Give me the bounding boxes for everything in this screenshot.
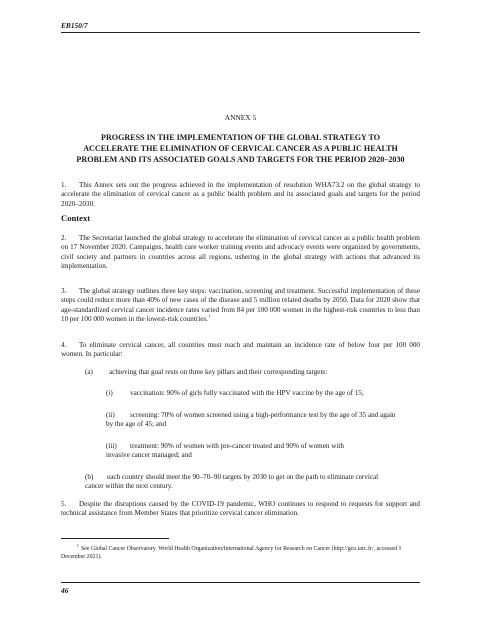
list-item-ii [106,411,396,430]
paragraph-text: This Annex sets out the progress achieved in the implementation of resolution WHA73.2 on the global strategy to accelerate the elimination of cervical cancer as a public health problem and its associated goals and targets for the period 2020–2030. [61,181,420,208]
section-heading: Context [61,213,91,223]
paragraph-1 [61,181,420,209]
list-item-label: (b) [85,473,94,481]
paragraph-number: 5. [61,500,67,508]
list-item-i [106,389,420,398]
annex-label: ANNEX 5 [224,113,257,122]
paragraph-4 [61,341,420,360]
paragraph-2 [61,234,420,271]
list-item-text: each country should meet the 90–70–90 targets by 2030 to get on the path to eliminate cervical cancer within the next century. [85,473,379,491]
paragraph-text: To eliminate cervical cancer, all countries must reach and maintain an incidence rate of below four per 100 000 women. In particular: [61,341,420,359]
list-item-label: (iii) [106,442,117,450]
document-code: EB150/7 [61,21,88,30]
list-item-a [85,368,420,377]
page-number: 46 [61,586,69,595]
footnote-text: See Global Cancer Observatory. World Health Organization/International Agency for Research on Cancer (http://gco.iarc.fr/, accessed 1 December 2021). [61,546,402,560]
list-item-b [85,473,385,492]
paragraph-number: 2. [61,234,67,242]
paragraph-5 [61,500,420,519]
paragraph-text: The global strategy outlines three key steps: vaccination, screening and treatment. Successful implementation of these steps could reduce more than 40% of new cases of the disease and 5 million related deaths by 2050. Data for 2020 show that age-standardized cervical cancer incidence rates varied from 84 per 100 000 women in the highest-risk countries to less than 10 per 100 000 women in the lowest-risk countries. [61,287,420,323]
paragraph-number: 3. [61,287,67,295]
list-item-text: screening: 70% of women screened using a high-performance test by the age of 35 and again by the age of 45; and [106,411,396,429]
list-item-text: achieving that goal rests on three key pillars and their corresponding targets: [109,368,328,376]
footnote [61,545,420,561]
list-item-text: vaccination: 90% of girls fully vaccinated with the HPV vaccine by the age of 15; [130,389,364,397]
footnote-marker: 1 [76,543,79,549]
footnote-rule [61,538,169,539]
paragraph-text: The Secretariat launched the global strategy to accelerate the elimination of cervical cancer as a public health problem on 17 November 2020. Campaigns, health care worker training events and advocacy events were organized by governments, civil society and partners in countries across all regions, ushering in the global strategy with actions that advanced its implementation. [61,234,420,270]
list-item-label: (i) [106,389,113,397]
footnote-reference[interactable]: 1 [207,313,211,319]
list-item-label: (ii) [106,411,115,419]
list-item-iii [106,442,368,461]
paragraph-number: 4. [61,341,67,349]
paragraph-number: 1. [61,181,67,189]
paragraph-text: Despite the disruptions caused by the COVID-19 pandemic, WHO continues to respond to requests for support and technical assistance from Member States that prioritize cervical cancer elimination. [61,500,420,518]
paragraph-3 [61,287,420,324]
footer-rule [61,582,420,583]
header-rule [61,32,420,33]
document-title: PROGRESS IN THE IMPLEMENTATION OF THE GLOBAL STRATEGY TO ACCELERATE THE ELIMINATION OF CERVICAL CANCER AS A PUBLIC HEALTH PROBLEM AND ITS ASSOCIATED GOALS AND TARGETS FOR THE PERIOD 2020–2030 [76,133,405,164]
list-item-text: treatment: 90% of women with pre-cancer treated and 90% of women with invasive cancer managed; and [106,442,344,460]
list-item-label: (a) [85,368,93,376]
